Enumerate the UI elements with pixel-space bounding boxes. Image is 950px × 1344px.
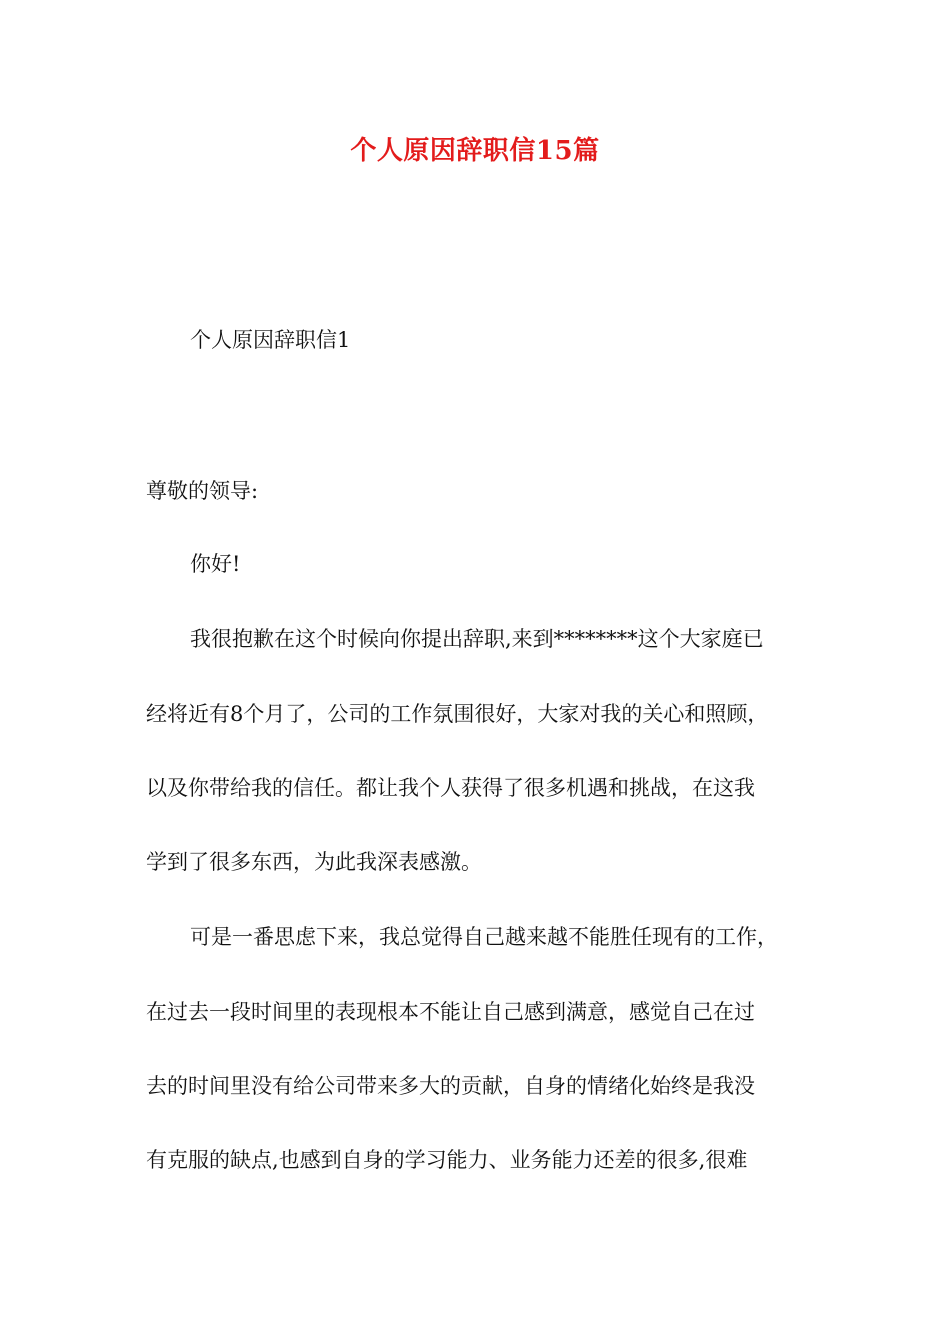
paragraph-line: 以及你带给我的信任。都让我个人获得了很多机遇和挑战，在这我 xyxy=(146,776,755,800)
paragraph-line: 可是一番思虑下来，我总觉得自己越来越不能胜任现有的工作， xyxy=(190,925,778,949)
paragraph-line: 去的时间里没有给公司带来多大的贡献，自身的情绪化始终是我没 xyxy=(146,1074,755,1098)
paragraph-line: 有克服的缺点,也感到自身的学习能力、业务能力还差的很多,很难 xyxy=(146,1148,748,1172)
paragraph-line: 学到了很多东西，为此我深表感激。 xyxy=(146,850,482,874)
section-heading: 个人原因辞职信1 xyxy=(190,328,351,352)
salutation: 尊敬的领导: xyxy=(146,479,259,503)
greeting: 你好! xyxy=(190,552,241,576)
page-title: 个人原因辞职信15篇 xyxy=(350,136,600,166)
paragraph-line: 在过去一段时间里的表现根本不能让自己感到满意，感觉自己在过 xyxy=(146,1000,755,1024)
paragraph-line: 经将近有8个月了，公司的工作氛围很好，大家对我的关心和照顾， xyxy=(146,702,769,726)
paragraph-line: 我很抱歉在这个时候向你提出辞职,来到********这个大家庭已 xyxy=(190,627,764,651)
